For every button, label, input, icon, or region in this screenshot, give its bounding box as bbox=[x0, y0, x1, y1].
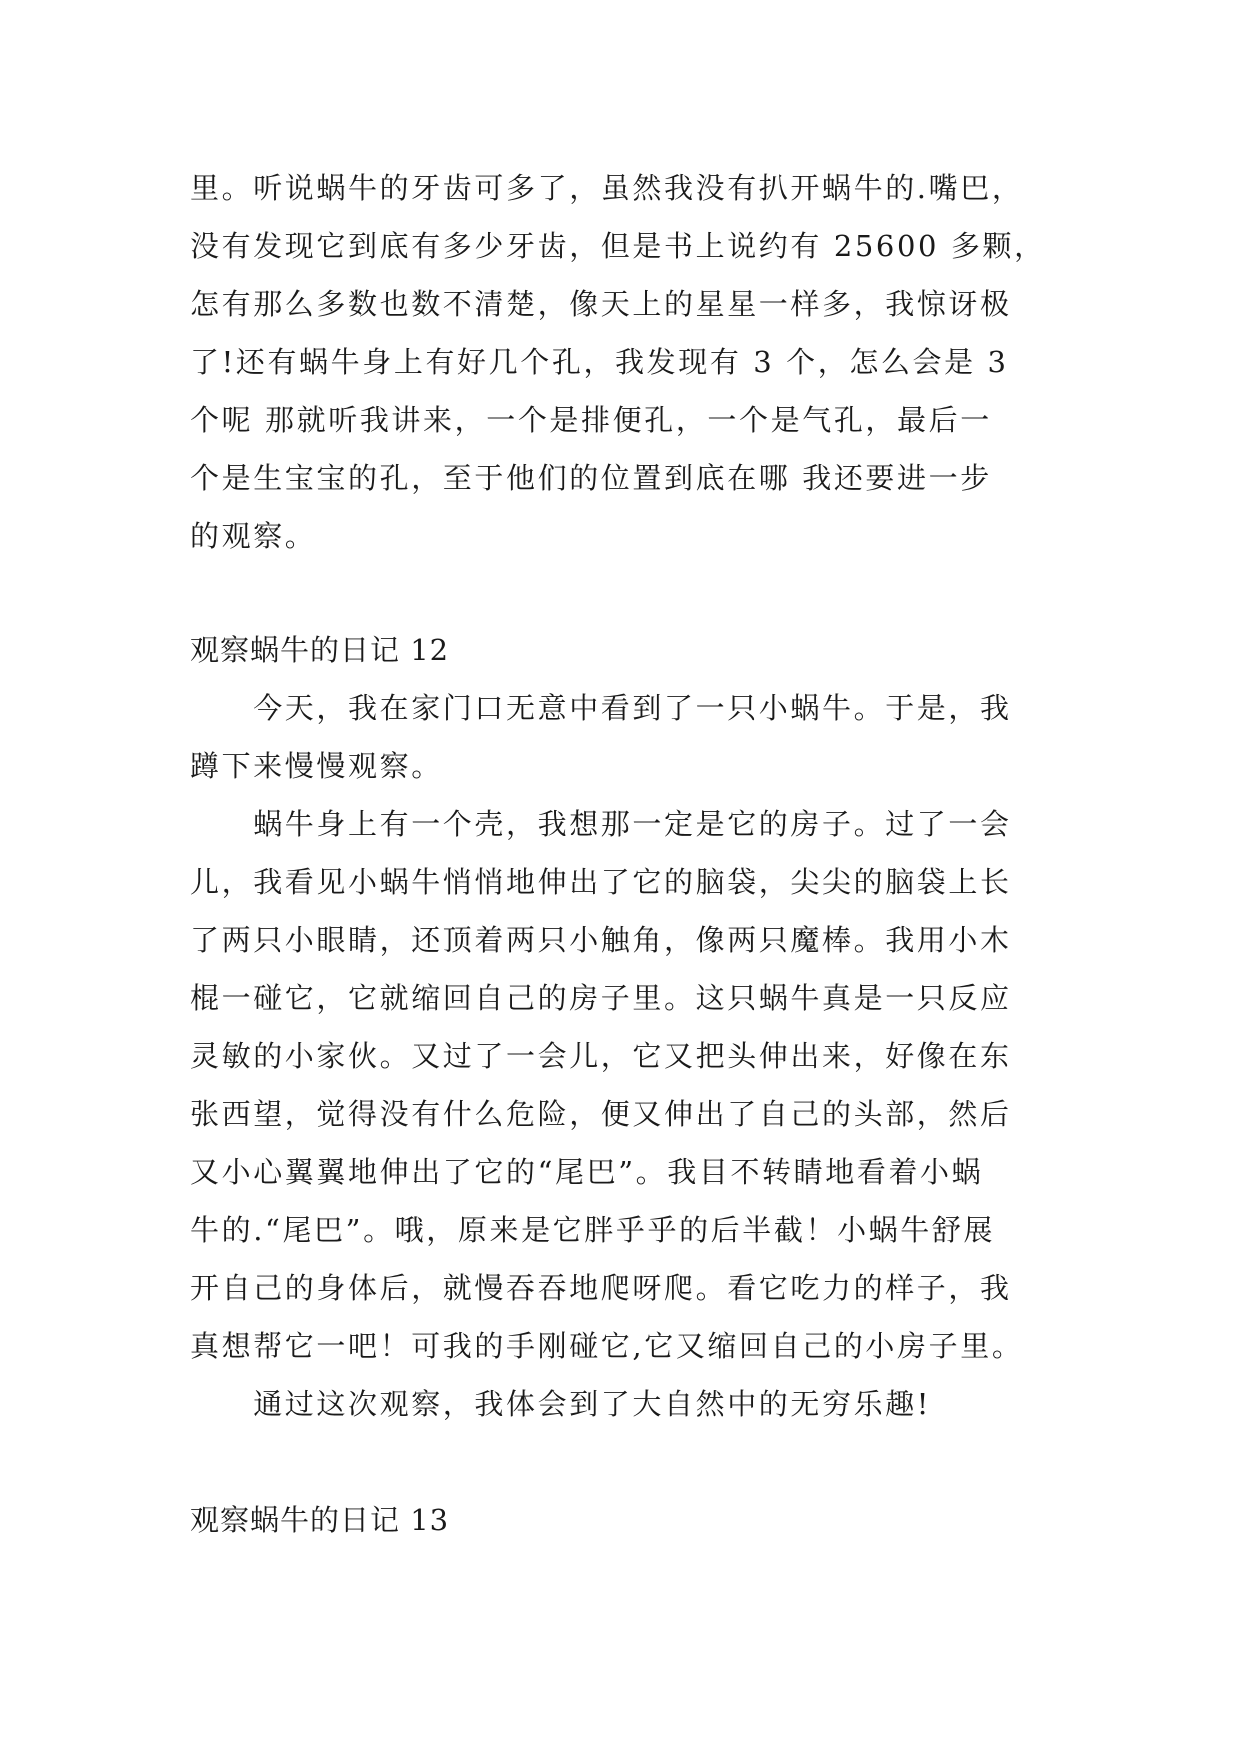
section-title: 观察蜗牛的日记 12 bbox=[190, 633, 450, 667]
text-line: 棍一碰它，它就缩回自己的房子里。这只蜗牛真是一只反应 bbox=[190, 981, 1012, 1015]
text-line: 通过这次观察，我体会到了大自然中的无穷乐趣! bbox=[190, 1387, 932, 1421]
text-line: 蹲下来慢慢观察。 bbox=[190, 749, 443, 783]
text-line: 了!还有蜗牛身上有好几个孔，我发现有 3 个，怎么会是 3 bbox=[190, 345, 1009, 379]
text-line: 又小心翼翼地伸出了它的“尾巴”。我目不转睛地看着小蜗 bbox=[190, 1155, 984, 1189]
section-title: 观察蜗牛的日记 13 bbox=[190, 1503, 450, 1537]
text-line: 开自己的身体后，就慢吞吞地爬呀爬。看它吃力的样子，我 bbox=[190, 1271, 1012, 1305]
text-line: 儿，我看见小蜗牛悄悄地伸出了它的脑袋，尖尖的脑袋上长 bbox=[190, 865, 1012, 899]
text-line: 怎有那么多数也数不清楚，像天上的星星一样多，我惊讶极 bbox=[190, 287, 1012, 321]
text-line: 牛的.“尾巴”。哦，原来是它胖乎乎的后半截！小蜗牛舒展 bbox=[190, 1213, 996, 1247]
text-line: 里。听说蜗牛的牙齿可多了，虽然我没有扒开蜗牛的.嘴巴， bbox=[190, 171, 1024, 205]
text-line: 灵敏的小家伙。又过了一会儿，它又把头伸出来，好像在东 bbox=[190, 1039, 1012, 1073]
text-line: 蜗牛身上有一个壳，我想那一定是它的房子。过了一会 bbox=[190, 807, 1012, 841]
text-line: 个是生宝宝的孔，至于他们的位置到底在哪 我还要进一步 bbox=[190, 461, 992, 495]
text-line: 的观察。 bbox=[190, 519, 317, 553]
text-line: 真想帮它一吧！可我的手刚碰它,它又缩回自己的小房子里。 bbox=[190, 1329, 1024, 1363]
text-line: 张西望，觉得没有什么危险，便又伸出了自己的头部，然后 bbox=[190, 1097, 1012, 1131]
text-line: 个呢 那就听我讲来，一个是排便孔，一个是气孔，最后一 bbox=[190, 403, 992, 437]
text-line: 没有发现它到底有多少牙齿，但是书上说约有 25600 多颗， bbox=[190, 229, 1046, 263]
text-line: 今天，我在家门口无意中看到了一只小蜗牛。于是，我 bbox=[190, 691, 1012, 725]
text-line: 了两只小眼睛，还顶着两只小触角，像两只魔棒。我用小木 bbox=[190, 923, 1012, 957]
